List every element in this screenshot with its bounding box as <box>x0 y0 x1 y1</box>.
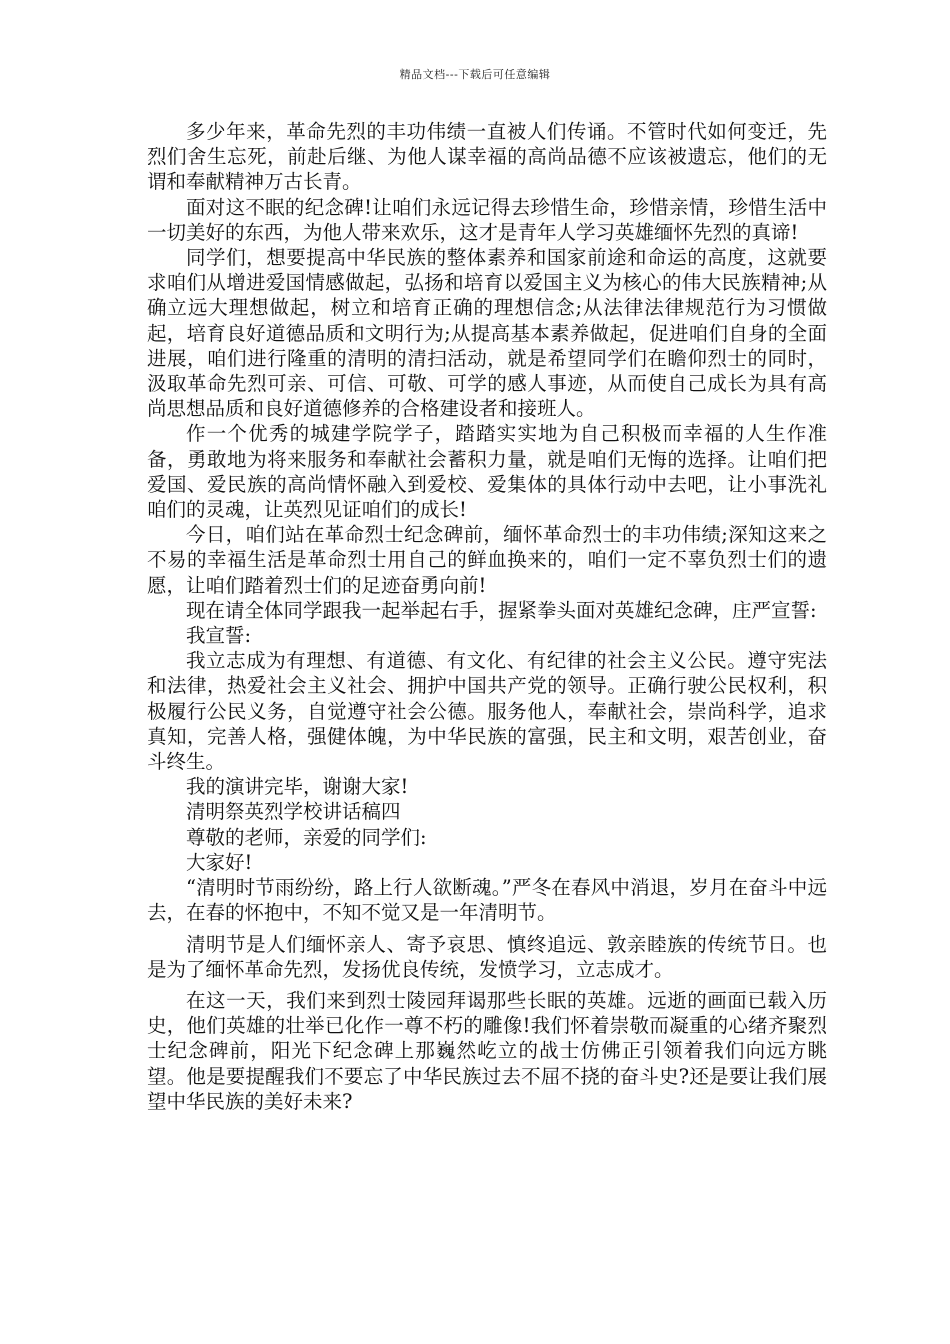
paragraph: 面对这不眠的纪念碑!让咱们永远记得去珍惜生命，珍惜亲情，珍惜生活中一切美好的东西，为他人带来欢乐，这才是青年人学习英雄缅怀先烈的真谛! <box>147 195 827 244</box>
paragraph: 我立志成为有理想、有道德、有文化、有纪律的社会主义公民。遵守宪法和法律，热爱社会主义社会、拥护中国共产党的领导。正确行驶公民权利，积极履行公民义务，自觉遵守社会公德。服务他人，奉献社会，崇尚科学，追求真知，完善人格，强健体魄，为中华民族的富强，民主和文明，艰苦创业，奋斗终生。 <box>147 649 827 774</box>
paragraph: 现在请全体同学跟我一起举起右手，握紧拳头面对英雄纪念碑，庄严宣誓: <box>186 598 817 622</box>
page-header: 精品文档---下载后可任意编辑 <box>399 68 551 81</box>
paragraph: 今日，咱们站在革命烈士纪念碑前，缅怀革命烈士的丰功伟绩;深知这来之不易的幸福生活是革命烈士用自己的鲜血换来的，咱们一定不辜负烈士们的遗愿，让咱们踏着烈士们的足迹奋勇向前! <box>147 523 827 597</box>
paragraph: 我的演讲完毕，谢谢大家! <box>186 775 409 799</box>
paragraph: 作一个优秀的城建学院学子，踏踏实实地为自己积极而幸福的人生作准备，勇敢地为将来服务和奉献社会蓄积力量，就是咱们无悔的选择。让咱们把爱国、爱民族的高尚情怀融入到爱校、爱集体的具体行动中去吧，让小事洗礼咱们的灵魂，让英烈见证咱们的成长! <box>147 422 827 522</box>
paragraph: 清明节是人们缅怀亲人、寄予哀思、慎终追远、敦亲睦族的传统节日。也是为了缅怀革命先烈，发扬优良传统，发愤学习，立志成才。 <box>147 932 827 981</box>
salutation: 尊敬的老师，亲爱的同学们: <box>186 825 427 849</box>
paragraph: 在这一天，我们来到烈士陵园拜谒那些长眠的英雄。远逝的画面已载入历史，他们英雄的壮举已化作一尊不朽的雕像!我们怀着崇敬而凝重的心绪齐聚烈士纪念碑前，阳光下纪念碑上那巍然屹立的战士仿佛正引领着我们向远方眺望。他是要提醒我们不要忘了中华民族过去不屈不挠的奋斗史?还是要让我们展望中华民族的美好未来? <box>147 988 827 1113</box>
greeting: 大家好! <box>186 850 253 874</box>
paragraph: “清明时节雨纷纷，路上行人欲断魂。”严冬在春风中消退，岁月在奋斗中远去，在春的怀抱中，不知不觉又是一年清明节。 <box>147 876 827 925</box>
paragraph: 同学们，想要提高中华民族的整体素养和国家前途和命运的高度，这就要求咱们从增进爱国情感做起，弘扬和培育以爱国主义为核心的伟大民族精神;从确立远大理想做起，树立和培育正确的理想信念;从法律法律规范行为习惯做起，培育良好道德品质和文明行为;从提高基本素养做起，促进咱们自身的全面进展，咱们进行隆重的清明的清扫活动，就是希望同学们在瞻仰烈士的同时，汲取革命先烈可亲、可信、可敬、可学的感人事迹，从而使自己成长为具有高尚思想品质和良好道德修养的合格建设者和接班人。 <box>147 246 827 421</box>
document-body <box>147 119 827 1114</box>
section-title: 清明祭英烈学校讲话稿四 <box>186 800 401 824</box>
paragraph: 多少年来，革命先烈的丰功伟绩一直被人们传诵。不管时代如何变迁，先烈们舍生忘死，前赴后继、为他人谋幸福的高尚品德不应该被遗忘，他们的无谓和奉献精神万古长青。 <box>147 120 827 194</box>
paragraph: 我宣誓: <box>186 624 252 648</box>
